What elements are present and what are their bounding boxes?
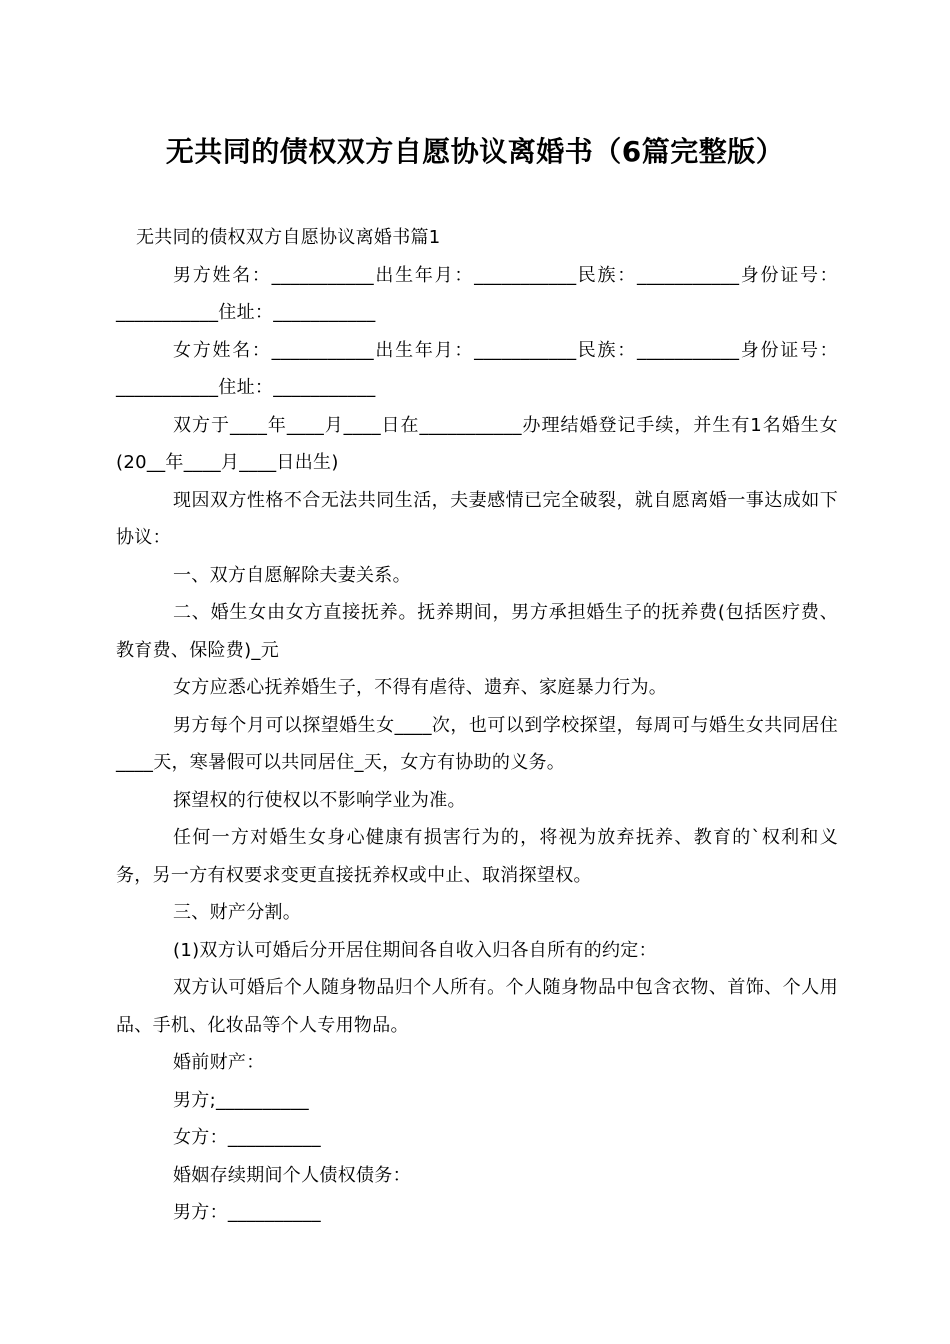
paragraph-divorce-reason: 现因双方性格不合无法共同生活，夫妻感情已完全破裂，就自愿离婚一事达成如下协议： xyxy=(116,489,838,548)
paragraph-clause-2: 二、婚生女由女方直接抚养。抚养期间，男方承担婚生子的抚养费(包括医疗费、教育费、保险费)_元 xyxy=(116,602,838,661)
paragraph-clause-1: 一、双方自愿解除夫妻关系。 xyxy=(173,564,411,586)
paragraph-female-info: 女方姓名：___________出生年月：___________民族：___________身份证号：___________住址：___________ xyxy=(116,339,838,398)
paragraph-female-property: 女方：__________ xyxy=(173,1127,321,1148)
paragraph-custody-change: 任何一方对婚生女身心健康有损害行为的，将视为放弃抚养、教育的`权利和义务，另一方有权要求变更直接抚养权或中止、取消探望权。 xyxy=(116,827,838,886)
section-heading: 无共同的债权双方自愿协议离婚书篇1 xyxy=(136,227,441,248)
paragraph-visitation: 男方每个月可以探望婚生女____次，也可以到学校探望，每周可与婚生女共同居住____天，寒暑假可以共同居住_天，女方有协助的义务。 xyxy=(116,714,838,773)
document-body xyxy=(116,219,838,1232)
paragraph-visitation-limit: 探望权的行使权以不影响学业为准。 xyxy=(173,789,466,811)
paragraph-male-info: 男方姓名：___________出生年月：___________民族：___________身份证号：___________住址：___________ xyxy=(116,264,838,323)
paragraph-marriage-registration: 双方于____年____月____日在___________办理结婚登记手续，并生有1名婚生女(20__年____月____日出生) xyxy=(116,414,838,473)
paragraph-premarital-property: 婚前财产： xyxy=(173,1052,265,1073)
paragraph-property-1: (1)双方认可婚后分开居住期间各自收入归各自所有的约定： xyxy=(173,939,657,961)
paragraph-male-debts: 男方：__________ xyxy=(173,1202,321,1223)
paragraph-male-property: 男方;__________ xyxy=(173,1089,309,1111)
paragraph-custody-duty: 女方应悉心抚养婚生子，不得有虐待、遗弃、家庭暴力行为。 xyxy=(173,677,668,698)
paragraph-personal-debts: 婚姻存续期间个人债权债务： xyxy=(173,1164,411,1186)
paragraph-personal-items: 双方认可婚后个人随身物品归个人所有。个人随身物品中包含衣物、首饰、个人用品、手机、化妆品等个人专用物品。 xyxy=(116,977,838,1036)
paragraph-clause-3: 三、财产分割。 xyxy=(173,902,302,923)
document-title: 无共同的债权双方自愿协议离婚书（6篇完整版） xyxy=(165,135,785,168)
